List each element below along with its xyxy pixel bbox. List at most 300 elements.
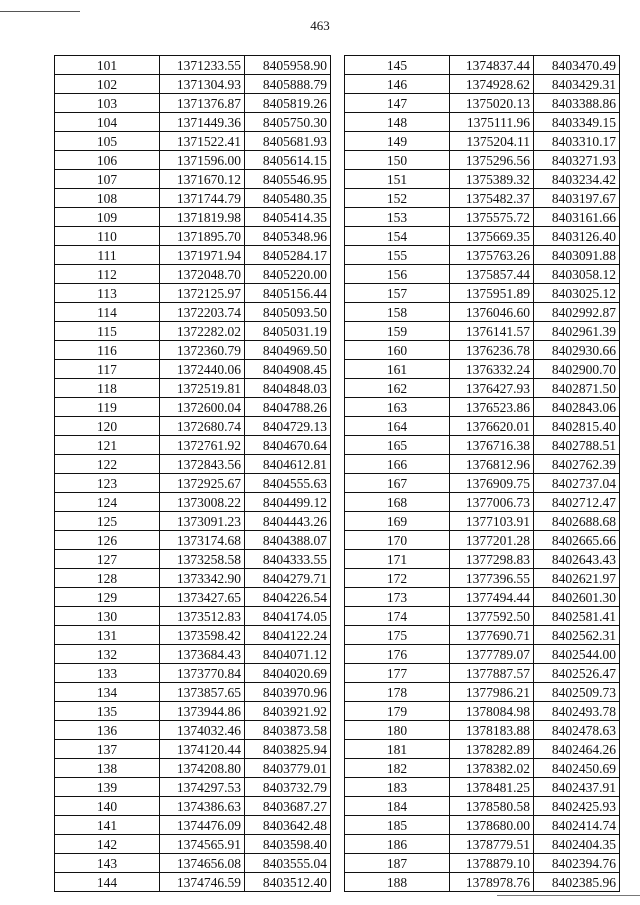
y-coordinate-cell: 8403234.42: [534, 170, 620, 189]
point-number-cell: 154: [345, 227, 450, 246]
x-coordinate-cell: 1374565.91: [160, 835, 245, 854]
x-coordinate-cell: 1373770.84: [160, 664, 245, 683]
point-number-cell: 152: [345, 189, 450, 208]
y-coordinate-cell: 8403970.96: [245, 683, 331, 702]
y-coordinate-cell: 8405819.26: [245, 94, 331, 113]
point-number-cell: 125: [55, 512, 160, 531]
table-row: [55, 740, 331, 759]
point-number-cell: 170: [345, 531, 450, 550]
point-number-cell: 122: [55, 455, 160, 474]
y-coordinate-cell: 8404908.45: [245, 360, 331, 379]
x-coordinate-cell: 1376332.24: [450, 360, 534, 379]
point-number-cell: 171: [345, 550, 450, 569]
point-number-cell: 168: [345, 493, 450, 512]
table-row: [345, 246, 620, 265]
x-coordinate-cell: 1376523.86: [450, 398, 534, 417]
x-coordinate-cell: 1371744.79: [160, 189, 245, 208]
table-row: [345, 56, 620, 75]
x-coordinate-cell: 1375575.72: [450, 208, 534, 227]
y-coordinate-cell: 8403197.67: [534, 189, 620, 208]
y-coordinate-cell: 8405888.79: [245, 75, 331, 94]
table-row: [55, 113, 331, 132]
table-row: [55, 588, 331, 607]
x-coordinate-cell: 1377006.73: [450, 493, 534, 512]
coordinates-table-right: [344, 55, 620, 892]
x-coordinate-cell: 1375669.35: [450, 227, 534, 246]
point-number-cell: 183: [345, 778, 450, 797]
table-row: [55, 569, 331, 588]
y-coordinate-cell: 8405284.17: [245, 246, 331, 265]
table-row: [55, 132, 331, 151]
point-number-cell: 118: [55, 379, 160, 398]
point-number-cell: 112: [55, 265, 160, 284]
table-row: [345, 75, 620, 94]
y-coordinate-cell: 8404443.26: [245, 512, 331, 531]
y-coordinate-cell: 8404122.24: [245, 626, 331, 645]
table-row: [345, 189, 620, 208]
point-number-cell: 181: [345, 740, 450, 759]
y-coordinate-cell: 8403349.15: [534, 113, 620, 132]
y-coordinate-cell: 8403732.79: [245, 778, 331, 797]
x-coordinate-cell: 1373598.42: [160, 626, 245, 645]
table-row: [345, 569, 620, 588]
point-number-cell: 115: [55, 322, 160, 341]
x-coordinate-cell: 1374208.80: [160, 759, 245, 778]
table-row: [55, 151, 331, 170]
x-coordinate-cell: 1375482.37: [450, 189, 534, 208]
point-number-cell: 159: [345, 322, 450, 341]
x-coordinate-cell: 1371304.93: [160, 75, 245, 94]
y-coordinate-cell: 8405220.00: [245, 265, 331, 284]
y-coordinate-cell: 8403779.01: [245, 759, 331, 778]
x-coordinate-cell: 1375020.13: [450, 94, 534, 113]
table-row: [55, 778, 331, 797]
x-coordinate-cell: 1374746.59: [160, 873, 245, 892]
table-row: [55, 417, 331, 436]
point-number-cell: 121: [55, 436, 160, 455]
x-coordinate-cell: 1376909.75: [450, 474, 534, 493]
point-number-cell: 140: [55, 797, 160, 816]
point-number-cell: 155: [345, 246, 450, 265]
point-number-cell: 184: [345, 797, 450, 816]
y-coordinate-cell: 8405414.35: [245, 208, 331, 227]
point-number-cell: 145: [345, 56, 450, 75]
y-coordinate-cell: 8404499.12: [245, 493, 331, 512]
y-coordinate-cell: 8402425.93: [534, 797, 620, 816]
point-number-cell: 119: [55, 398, 160, 417]
point-number-cell: 136: [55, 721, 160, 740]
table-row: [345, 417, 620, 436]
y-coordinate-cell: 8403310.17: [534, 132, 620, 151]
point-number-cell: 178: [345, 683, 450, 702]
y-coordinate-cell: 8402464.26: [534, 740, 620, 759]
x-coordinate-cell: 1372048.70: [160, 265, 245, 284]
point-number-cell: 180: [345, 721, 450, 740]
table-row: [345, 721, 620, 740]
y-coordinate-cell: 8403271.93: [534, 151, 620, 170]
x-coordinate-cell: 1378680.00: [450, 816, 534, 835]
x-coordinate-cell: 1378282.89: [450, 740, 534, 759]
point-number-cell: 187: [345, 854, 450, 873]
table-row: [345, 208, 620, 227]
x-coordinate-cell: 1372761.92: [160, 436, 245, 455]
table-row: [55, 607, 331, 626]
point-number-cell: 117: [55, 360, 160, 379]
x-coordinate-cell: 1376141.57: [450, 322, 534, 341]
table-row: [55, 189, 331, 208]
y-coordinate-cell: 8404788.26: [245, 398, 331, 417]
y-coordinate-cell: 8404174.05: [245, 607, 331, 626]
point-number-cell: 182: [345, 759, 450, 778]
table-row: [55, 75, 331, 94]
y-coordinate-cell: 8405614.15: [245, 151, 331, 170]
y-coordinate-cell: 8403470.49: [534, 56, 620, 75]
coordinates-table-right-body: [345, 56, 620, 892]
y-coordinate-cell: 8402643.43: [534, 550, 620, 569]
y-coordinate-cell: 8402665.66: [534, 531, 620, 550]
point-number-cell: 176: [345, 645, 450, 664]
point-number-cell: 110: [55, 227, 160, 246]
y-coordinate-cell: 8403091.88: [534, 246, 620, 265]
x-coordinate-cell: 1372600.04: [160, 398, 245, 417]
point-number-cell: 151: [345, 170, 450, 189]
y-coordinate-cell: 8403598.40: [245, 835, 331, 854]
y-coordinate-cell: 8402737.04: [534, 474, 620, 493]
point-number-cell: 111: [55, 246, 160, 265]
x-coordinate-cell: 1374297.53: [160, 778, 245, 797]
x-coordinate-cell: 1371522.41: [160, 132, 245, 151]
y-coordinate-cell: 8402621.97: [534, 569, 620, 588]
y-coordinate-cell: 8405546.95: [245, 170, 331, 189]
x-coordinate-cell: 1373174.68: [160, 531, 245, 550]
table-row: [55, 227, 331, 246]
footer-rule: [497, 895, 640, 896]
table-row: [55, 474, 331, 493]
y-coordinate-cell: 8405031.19: [245, 322, 331, 341]
point-number-cell: 161: [345, 360, 450, 379]
y-coordinate-cell: 8402437.91: [534, 778, 620, 797]
point-number-cell: 185: [345, 816, 450, 835]
table-row: [55, 721, 331, 740]
point-number-cell: 179: [345, 702, 450, 721]
x-coordinate-cell: 1375111.96: [450, 113, 534, 132]
x-coordinate-cell: 1371819.98: [160, 208, 245, 227]
x-coordinate-cell: 1378580.58: [450, 797, 534, 816]
table-row: [55, 94, 331, 113]
point-number-cell: 130: [55, 607, 160, 626]
table-row: [345, 854, 620, 873]
y-coordinate-cell: 8403687.27: [245, 797, 331, 816]
table-row: [55, 56, 331, 75]
x-coordinate-cell: 1373684.43: [160, 645, 245, 664]
table-row: [55, 683, 331, 702]
table-row: [345, 303, 620, 322]
x-coordinate-cell: 1375204.11: [450, 132, 534, 151]
y-coordinate-cell: 8403161.66: [534, 208, 620, 227]
x-coordinate-cell: 1375857.44: [450, 265, 534, 284]
y-coordinate-cell: 8402404.35: [534, 835, 620, 854]
y-coordinate-cell: 8402843.06: [534, 398, 620, 417]
x-coordinate-cell: 1372843.56: [160, 455, 245, 474]
table-row: [55, 873, 331, 892]
table-row: [55, 702, 331, 721]
table-row: [55, 531, 331, 550]
table-row: [55, 284, 331, 303]
y-coordinate-cell: 8404670.64: [245, 436, 331, 455]
point-number-cell: 188: [345, 873, 450, 892]
table-row: [345, 512, 620, 531]
header-rule: [0, 11, 80, 12]
table-row: [345, 873, 620, 892]
point-number-cell: 135: [55, 702, 160, 721]
x-coordinate-cell: 1378183.88: [450, 721, 534, 740]
table-row: [345, 113, 620, 132]
x-coordinate-cell: 1373342.90: [160, 569, 245, 588]
table-row: [345, 455, 620, 474]
point-number-cell: 126: [55, 531, 160, 550]
point-number-cell: 114: [55, 303, 160, 322]
table-row: [55, 436, 331, 455]
x-coordinate-cell: 1373944.86: [160, 702, 245, 721]
x-coordinate-cell: 1372282.02: [160, 322, 245, 341]
point-number-cell: 101: [55, 56, 160, 75]
table-row: [55, 170, 331, 189]
x-coordinate-cell: 1374032.46: [160, 721, 245, 740]
table-row: [55, 550, 331, 569]
table-row: [345, 550, 620, 569]
point-number-cell: 150: [345, 151, 450, 170]
point-number-cell: 158: [345, 303, 450, 322]
point-number-cell: 123: [55, 474, 160, 493]
x-coordinate-cell: 1372925.67: [160, 474, 245, 493]
table-row: [55, 512, 331, 531]
y-coordinate-cell: 8403058.12: [534, 265, 620, 284]
point-number-cell: 186: [345, 835, 450, 854]
y-coordinate-cell: 8402688.68: [534, 512, 620, 531]
point-number-cell: 167: [345, 474, 450, 493]
x-coordinate-cell: 1376620.01: [450, 417, 534, 436]
table-row: [345, 778, 620, 797]
x-coordinate-cell: 1371670.12: [160, 170, 245, 189]
x-coordinate-cell: 1374928.62: [450, 75, 534, 94]
x-coordinate-cell: 1377298.83: [450, 550, 534, 569]
y-coordinate-cell: 8403921.92: [245, 702, 331, 721]
y-coordinate-cell: 8402871.50: [534, 379, 620, 398]
y-coordinate-cell: 8402992.87: [534, 303, 620, 322]
table-row: [345, 740, 620, 759]
table-row: [345, 835, 620, 854]
point-number-cell: 108: [55, 189, 160, 208]
point-number-cell: 132: [55, 645, 160, 664]
table-row: [345, 379, 620, 398]
point-number-cell: 129: [55, 588, 160, 607]
table-row: [345, 170, 620, 189]
table-row: [345, 626, 620, 645]
page-number: 463: [310, 18, 330, 33]
y-coordinate-cell: 8405093.50: [245, 303, 331, 322]
coordinates-table-left: [54, 55, 331, 892]
point-number-cell: 134: [55, 683, 160, 702]
point-number-cell: 175: [345, 626, 450, 645]
point-number-cell: 138: [55, 759, 160, 778]
x-coordinate-cell: 1374120.44: [160, 740, 245, 759]
table-row: [55, 493, 331, 512]
table-row: [345, 341, 620, 360]
y-coordinate-cell: 8402526.47: [534, 664, 620, 683]
y-coordinate-cell: 8402930.66: [534, 341, 620, 360]
table-row: [345, 664, 620, 683]
point-number-cell: 157: [345, 284, 450, 303]
point-number-cell: 146: [345, 75, 450, 94]
point-number-cell: 104: [55, 113, 160, 132]
y-coordinate-cell: 8403873.58: [245, 721, 331, 740]
y-coordinate-cell: 8404555.63: [245, 474, 331, 493]
point-number-cell: 103: [55, 94, 160, 113]
x-coordinate-cell: 1375389.32: [450, 170, 534, 189]
point-number-cell: 105: [55, 132, 160, 151]
x-coordinate-cell: 1376046.60: [450, 303, 534, 322]
point-number-cell: 174: [345, 607, 450, 626]
y-coordinate-cell: 8402762.39: [534, 455, 620, 474]
y-coordinate-cell: 8403126.40: [534, 227, 620, 246]
y-coordinate-cell: 8404279.71: [245, 569, 331, 588]
table-row: [345, 322, 620, 341]
table-row: [55, 835, 331, 854]
x-coordinate-cell: 1378879.10: [450, 854, 534, 873]
y-coordinate-cell: 8405958.90: [245, 56, 331, 75]
y-coordinate-cell: 8403388.86: [534, 94, 620, 113]
table-row: [55, 759, 331, 778]
x-coordinate-cell: 1376236.78: [450, 341, 534, 360]
y-coordinate-cell: 8404969.50: [245, 341, 331, 360]
point-number-cell: 153: [345, 208, 450, 227]
table-row: [345, 360, 620, 379]
table-row: [55, 645, 331, 664]
table-row: [345, 284, 620, 303]
x-coordinate-cell: 1377494.44: [450, 588, 534, 607]
x-coordinate-cell: 1376427.93: [450, 379, 534, 398]
table-row: [345, 797, 620, 816]
point-number-cell: 160: [345, 341, 450, 360]
y-coordinate-cell: 8404729.13: [245, 417, 331, 436]
table-row: [345, 227, 620, 246]
x-coordinate-cell: 1371971.94: [160, 246, 245, 265]
x-coordinate-cell: 1378382.02: [450, 759, 534, 778]
table-row: [55, 379, 331, 398]
table-row: [55, 626, 331, 645]
point-number-cell: 133: [55, 664, 160, 683]
x-coordinate-cell: 1374476.09: [160, 816, 245, 835]
x-coordinate-cell: 1373091.23: [160, 512, 245, 531]
x-coordinate-cell: 1372440.06: [160, 360, 245, 379]
x-coordinate-cell: 1377201.28: [450, 531, 534, 550]
x-coordinate-cell: 1373512.83: [160, 607, 245, 626]
x-coordinate-cell: 1378481.25: [450, 778, 534, 797]
x-coordinate-cell: 1373857.65: [160, 683, 245, 702]
y-coordinate-cell: 8404226.54: [245, 588, 331, 607]
y-coordinate-cell: 8404612.81: [245, 455, 331, 474]
point-number-cell: 147: [345, 94, 450, 113]
table-row: [345, 607, 620, 626]
y-coordinate-cell: 8402712.47: [534, 493, 620, 512]
point-number-cell: 102: [55, 75, 160, 94]
x-coordinate-cell: 1375763.26: [450, 246, 534, 265]
table-row: [345, 474, 620, 493]
x-coordinate-cell: 1375951.89: [450, 284, 534, 303]
table-row: [55, 360, 331, 379]
x-coordinate-cell: 1377592.50: [450, 607, 534, 626]
point-number-cell: 165: [345, 436, 450, 455]
table-row: [345, 151, 620, 170]
x-coordinate-cell: 1371596.00: [160, 151, 245, 170]
table-row: [55, 455, 331, 474]
y-coordinate-cell: 8405681.93: [245, 132, 331, 151]
point-number-cell: 116: [55, 341, 160, 360]
point-number-cell: 149: [345, 132, 450, 151]
x-coordinate-cell: 1374386.63: [160, 797, 245, 816]
table-row: [55, 664, 331, 683]
x-coordinate-cell: 1373427.65: [160, 588, 245, 607]
table-row: [345, 493, 620, 512]
x-coordinate-cell: 1371449.36: [160, 113, 245, 132]
point-number-cell: 106: [55, 151, 160, 170]
y-coordinate-cell: 8402493.78: [534, 702, 620, 721]
y-coordinate-cell: 8402788.51: [534, 436, 620, 455]
point-number-cell: 164: [345, 417, 450, 436]
y-coordinate-cell: 8402815.40: [534, 417, 620, 436]
table-row: [55, 797, 331, 816]
table-row: [55, 322, 331, 341]
x-coordinate-cell: 1371233.55: [160, 56, 245, 75]
table-row: [55, 854, 331, 873]
y-coordinate-cell: 8402581.41: [534, 607, 620, 626]
x-coordinate-cell: 1372680.74: [160, 417, 245, 436]
y-coordinate-cell: 8402394.76: [534, 854, 620, 873]
table-row: [345, 683, 620, 702]
point-number-cell: 137: [55, 740, 160, 759]
x-coordinate-cell: 1375296.56: [450, 151, 534, 170]
y-coordinate-cell: 8402478.63: [534, 721, 620, 740]
point-number-cell: 141: [55, 816, 160, 835]
table-row: [55, 246, 331, 265]
table-row: [345, 132, 620, 151]
y-coordinate-cell: 8404388.07: [245, 531, 331, 550]
x-coordinate-cell: 1374656.08: [160, 854, 245, 873]
point-number-cell: 148: [345, 113, 450, 132]
x-coordinate-cell: 1372360.79: [160, 341, 245, 360]
point-number-cell: 166: [345, 455, 450, 474]
table-row: [55, 208, 331, 227]
table-row: [345, 759, 620, 778]
coordinates-table-left-body: [55, 56, 331, 892]
x-coordinate-cell: 1371895.70: [160, 227, 245, 246]
y-coordinate-cell: 8405480.35: [245, 189, 331, 208]
x-coordinate-cell: 1372125.97: [160, 284, 245, 303]
x-coordinate-cell: 1374837.44: [450, 56, 534, 75]
point-number-cell: 156: [345, 265, 450, 284]
y-coordinate-cell: 8402544.00: [534, 645, 620, 664]
point-number-cell: 169: [345, 512, 450, 531]
point-number-cell: 163: [345, 398, 450, 417]
x-coordinate-cell: 1377690.71: [450, 626, 534, 645]
table-row: [345, 436, 620, 455]
point-number-cell: 127: [55, 550, 160, 569]
table-row: [345, 816, 620, 835]
point-number-cell: 144: [55, 873, 160, 892]
point-number-cell: 162: [345, 379, 450, 398]
x-coordinate-cell: 1377887.57: [450, 664, 534, 683]
x-coordinate-cell: 1376716.38: [450, 436, 534, 455]
